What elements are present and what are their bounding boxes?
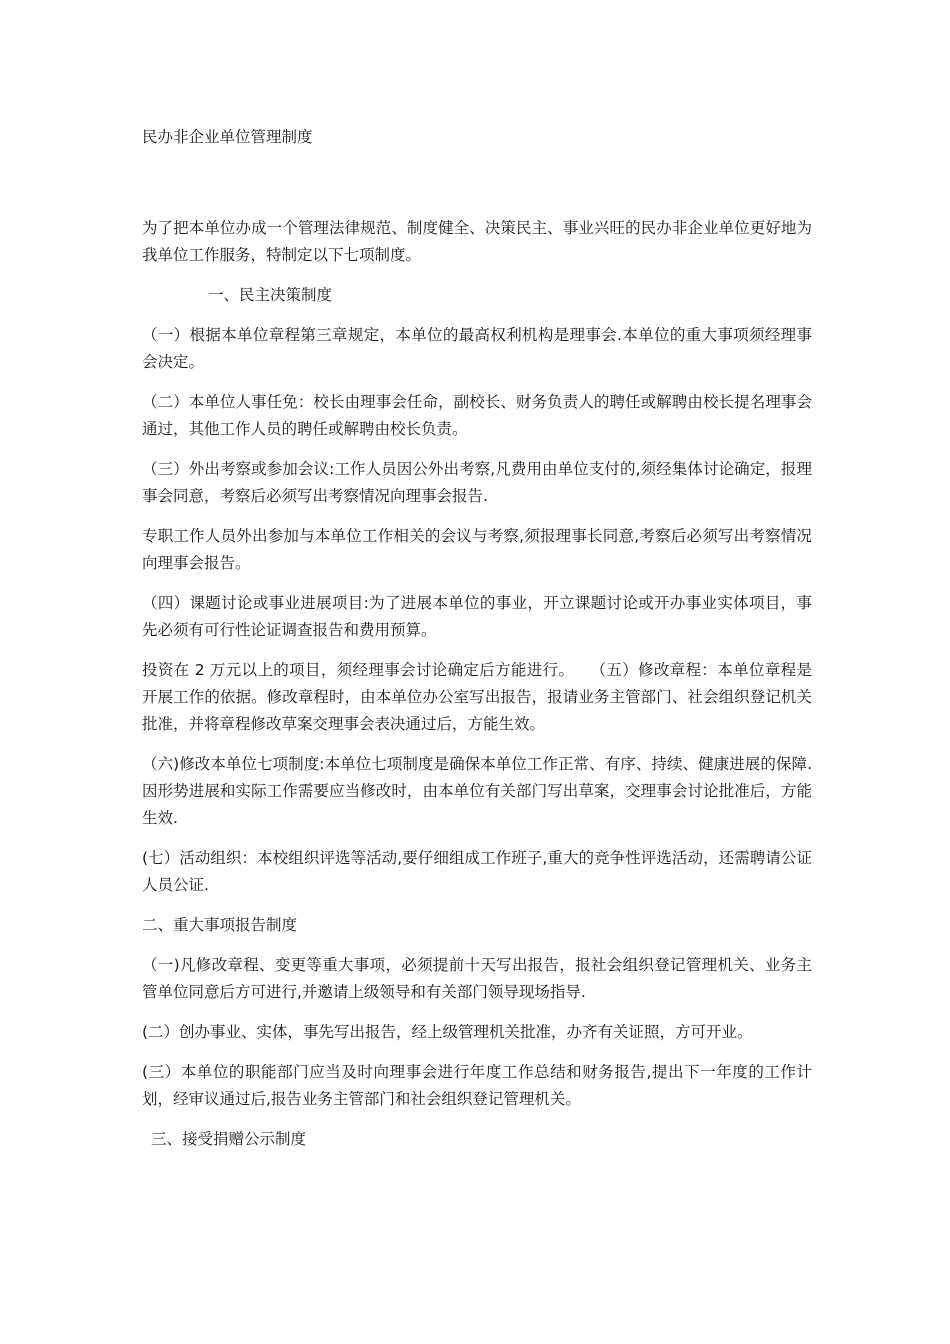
paragraph: (三）本单位的职能部门应当及时向理事会进行年度工作总结和财务报告,提出下一年度的工作计划，经审议通过后,报告业务主管部门和社会组织登记管理机关。: [142, 1063, 812, 1108]
paragraph: （四）课题讨论或事业进展项目:为了进展本单位的事业，开立课题讨论或开办事业实体项目，事先必须有可行性论证调查报告和费用预算。: [142, 594, 812, 639]
section-heading-1: 一、民主决策制度: [208, 286, 333, 304]
paragraph: （二）本单位人事任免：校长由理事会任命，副校长、财务负责人的聘任或解聘由校长提名理事会通过，其他工作人员的聘任或解聘由校长负责。: [142, 393, 812, 438]
paragraph: （六)修改本单位七项制度:本单位七项制度是确保本单位工作正常、有序、持续、健康进展的保障.因形势进展和实际工作需要应当修改时，由本单位有关部门写出草案，交理事会讨论批准后，方能生效.: [142, 755, 812, 827]
document-body: [142, 124, 812, 1166]
paragraph: 投资在 2 万元以上的项目，须经理事会讨论确定后方能进行。 （五）修改章程：本单位章程是开展工作的依据。修改章程时，由本单位办公室写出报告，报请业务主管部门、社会组织登记机关批准，并将章程修改草案交理事会表决通过后，方能生效。: [142, 661, 812, 733]
paragraph: （一）根据本单位章程第三章规定，本单位的最高权利机构是理事会.本单位的重大事项须经理事会决定。: [142, 326, 812, 371]
section-heading-3: 三、接受捐赠公示制度: [151, 1130, 307, 1148]
intro-paragraph: 为了把本单位办成一个管理法律规范、制度健全、决策民主、事业兴旺的民办非企业单位更好地为我单位工作服务，特制定以下七项制度。: [142, 219, 812, 264]
section-heading-2: 二、重大事项报告制度: [142, 916, 298, 934]
document-title: 民办非企业单位管理制度: [142, 128, 313, 146]
paragraph: (二）创办事业、实体，事先写出报告，经上级管理机关批准，办齐有关证照，方可开业。: [142, 1023, 753, 1041]
paragraph: （一)凡修改章程、变更等重大事项，必须提前十天写出报告，报社会组织登记管理机关、业务主管单位同意后方可进行,并邀请上级领导和有关部门领导现场指导.: [142, 956, 812, 1001]
paragraph: （三）外出考察或参加会议:工作人员因公外出考察,凡费用由单位支付的,须经集体讨论确定，报理事会同意，考察后必须写出考察情况向理事会报告.: [142, 460, 812, 505]
paragraph: 专职工作人员外出参加与本单位工作相关的会议与考察,须报理事长同意,考察后必须写出考察情况向理事会报告。: [142, 527, 812, 572]
paragraph: (七）活动组织：本校组织评选等活动,要仔细组成工作班子,重大的竞争性评选活动，还需聘请公证人员公证.: [142, 849, 812, 894]
